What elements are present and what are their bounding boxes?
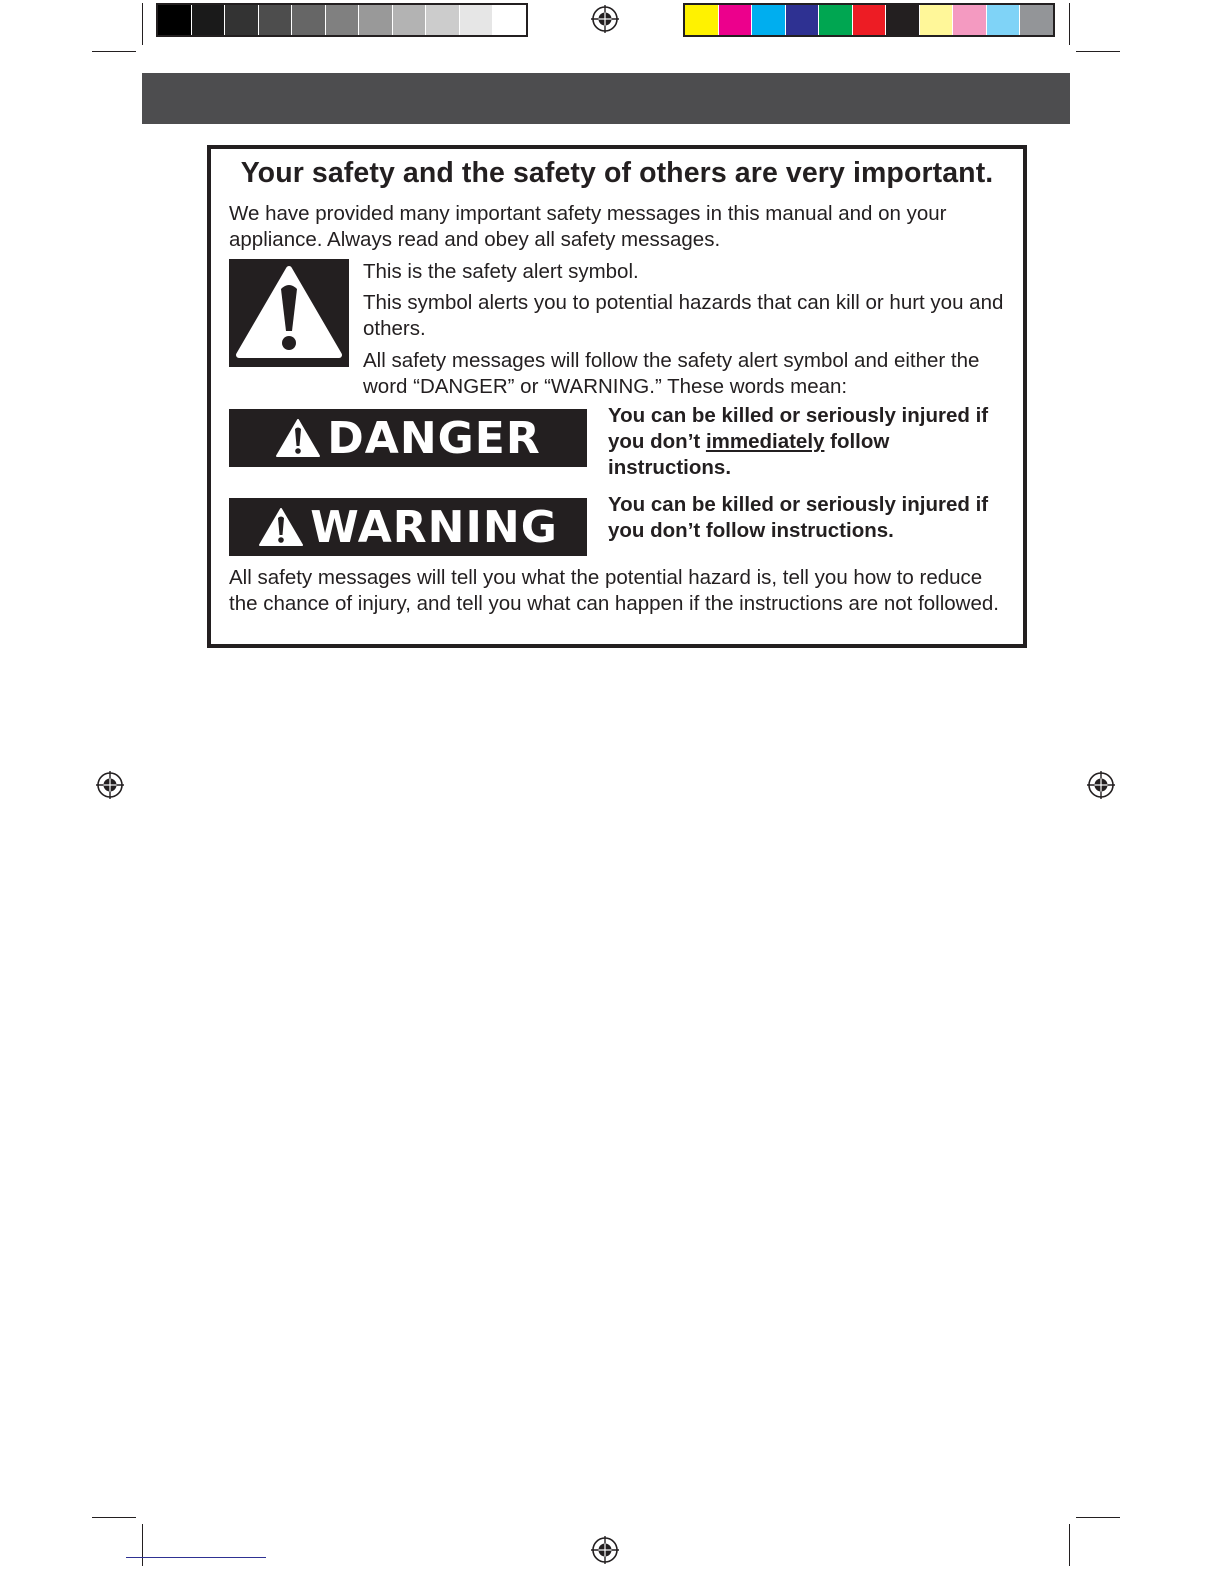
header-band [142,73,1070,124]
process-color-swatch [1020,5,1053,35]
warning-word: WARNING [310,501,558,553]
crop-mark [92,51,136,52]
registration-mark-icon [1086,770,1116,800]
grayscale-swatch [460,5,494,35]
process-color-swatch [920,5,954,35]
safety-hazard-text: This symbol alerts you to potential hazards that can kill or hurt you and others. [363,291,1004,340]
safety-follow-text: All safety messages will follow the safety alert symbol and either the word “DANGER” or “WARNING.” These words mean: [363,349,980,398]
crop-mark [92,1517,136,1518]
safety-alert-triangle-icon [258,507,304,547]
danger-meaning-text-end: follow instructions. [608,430,890,479]
process-color-swatch [752,5,786,35]
registration-mark-icon [95,770,125,800]
process-color-swatch [819,5,853,35]
danger-meaning [608,403,1008,481]
footer-rule [126,1557,266,1558]
crop-mark [1069,1524,1070,1566]
crop-mark [1069,3,1070,45]
grayscale-color-bar [156,3,528,37]
crop-mark [142,3,143,45]
safety-notice-box [207,145,1027,648]
process-color-swatch [685,5,719,35]
grayscale-swatch [158,5,192,35]
process-color-swatch [786,5,820,35]
safety-outro: All safety messages will tell you what the potential hazard is, tell you how to reduce the chance of injury, and tell you what can happen if the instructions are not followed. [229,566,999,615]
crop-mark [1076,51,1120,52]
warning-meaning: You can be killed or seriously injured if you don’t follow instructions. [608,493,989,542]
grayscale-swatch [259,5,293,35]
warning-signal-label [229,498,587,556]
process-color-swatch [853,5,887,35]
safety-alert-symbol [229,259,349,367]
process-color-swatch [886,5,920,35]
danger-word: DANGER [327,412,541,464]
grayscale-swatch [359,5,393,35]
grayscale-swatch [493,5,526,35]
grayscale-swatch [225,5,259,35]
crop-mark [142,1524,143,1566]
danger-meaning-emphasis: immediately [705,430,825,453]
registration-mark-icon [590,4,620,34]
grayscale-swatch [393,5,427,35]
process-color-swatch [719,5,753,35]
grayscale-swatch [192,5,226,35]
safety-symbol-text: This is the safety alert symbol. [363,260,639,283]
registration-mark-icon [590,1535,620,1565]
crop-mark [1076,1517,1120,1518]
process-color-bar [683,3,1055,37]
process-color-swatch [953,5,987,35]
danger-signal-label [229,409,587,467]
safety-alert-triangle-icon [229,259,349,367]
safety-intro: We have provided many important safety messages in this manual and on your appliance. Always read and obey all safety messages. [229,202,947,251]
safety-title: Your safety and the safety of others are very important. [240,157,994,189]
danger-meaning-text: You can be killed or seriously injured if you don’t [608,404,989,453]
safety-alert-triangle-icon [275,418,321,458]
grayscale-swatch [426,5,460,35]
process-color-swatch [987,5,1021,35]
grayscale-swatch [326,5,360,35]
grayscale-swatch [292,5,326,35]
